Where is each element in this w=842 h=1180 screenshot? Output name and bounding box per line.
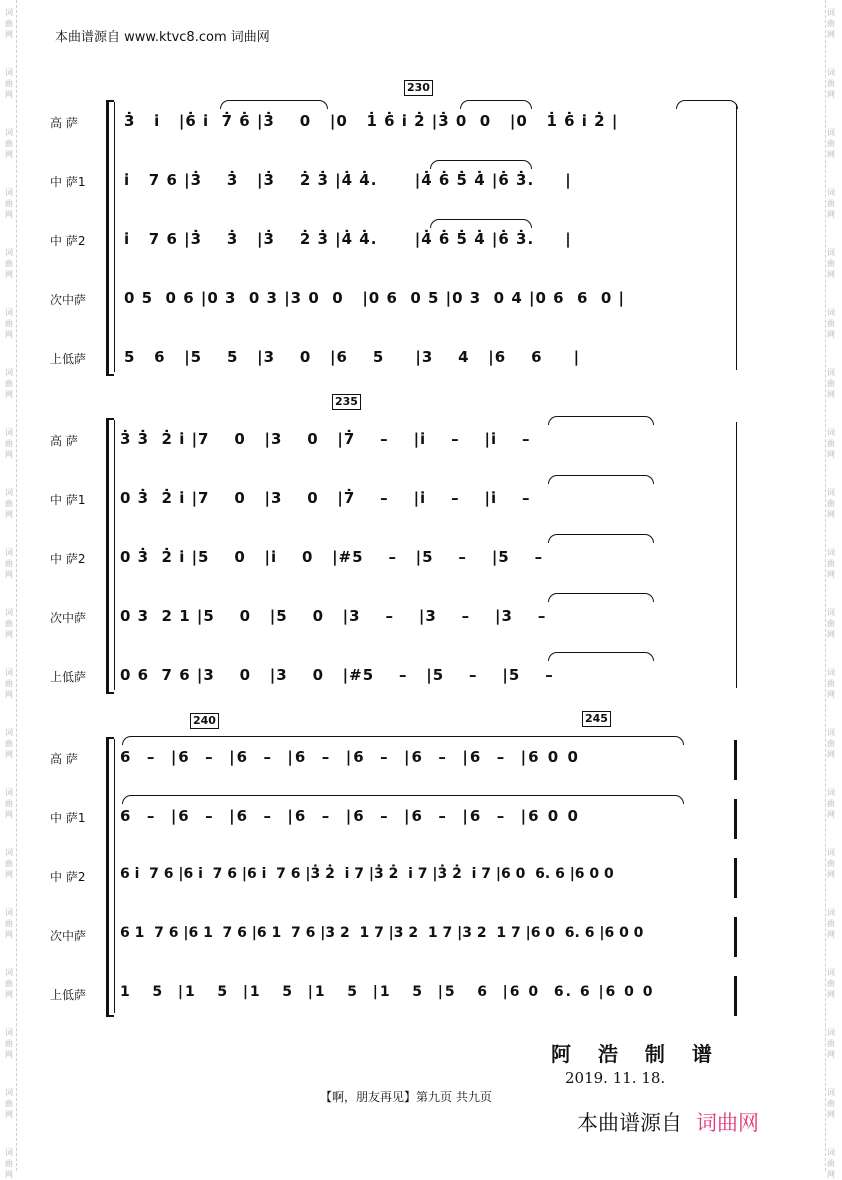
part-label: 中 萨2 — [50, 552, 86, 566]
slur — [548, 416, 654, 425]
system-bracket-line — [114, 102, 115, 372]
side-watermark-char: 曲 — [5, 379, 13, 388]
side-watermark-char: 词 — [5, 248, 13, 257]
side-watermark-char: 网 — [827, 390, 835, 399]
side-watermark-char: 网 — [5, 210, 13, 219]
side-watermark-char: 曲 — [827, 379, 835, 388]
part-label: 中 萨2 — [50, 870, 86, 884]
notation-row: 6 – |6 – |6 – |6 – |6 – |6 – |6 – |6 0 0 — [120, 807, 580, 825]
notation-row: 0 3̇ 2̇ i̇ |7 0 |3 0 |7̇ – |i̇ – |i̇ – — [120, 489, 531, 507]
side-watermark-char: 曲 — [5, 19, 13, 28]
side-watermark-char: 网 — [5, 390, 13, 399]
side-watermark-char: 网 — [827, 150, 835, 159]
notation-row: 6 – |6 – |6 – |6 – |6 – |6 – |6 – |6 0 0 — [120, 748, 580, 766]
side-watermark-char: 词 — [5, 1028, 13, 1037]
bottom-watermark — [577, 1107, 759, 1137]
side-watermark-char: 网 — [827, 750, 835, 759]
side-watermark-char: 词 — [827, 68, 835, 77]
notation-row: 0 3̇ 2̇ i̇ |5 0 |i 0 |#5 – |5 – |5 – — [120, 548, 544, 566]
part-label: 上低萨 — [50, 988, 87, 1002]
side-watermark-char: 词 — [827, 128, 835, 137]
side-watermark-char: 词 — [827, 1028, 835, 1037]
side-watermark-char: 词 — [827, 968, 835, 977]
side-watermark-char: 网 — [827, 90, 835, 99]
notation-row: 1 5 |1 5 |1 5 |1 5 |1 5 |5 6 |6 0 6. 6 |6 0 0 — [120, 984, 655, 1000]
side-watermark-char: 曲 — [827, 619, 835, 628]
side-watermark-char: 词 — [827, 1088, 835, 1097]
side-watermark-char: 曲 — [827, 319, 835, 328]
side-watermark-char: 词 — [827, 8, 835, 17]
side-watermark-char: 网 — [5, 450, 13, 459]
slur — [548, 475, 654, 484]
final-barline — [734, 858, 737, 898]
side-watermark-char: 词 — [5, 788, 13, 797]
barline — [736, 422, 737, 688]
side-watermark-char: 网 — [5, 150, 13, 159]
side-watermark-char: 曲 — [827, 79, 835, 88]
side-watermark-char: 词 — [827, 308, 835, 317]
side-watermark-char: 网 — [827, 270, 835, 279]
side-watermark-char: 曲 — [827, 199, 835, 208]
rehearsal-mark: 245 — [582, 711, 611, 727]
rehearsal-mark: 235 — [332, 394, 361, 410]
side-watermark-char: 曲 — [827, 1099, 835, 1108]
side-watermark-char: 词 — [827, 428, 835, 437]
side-watermark-char: 网 — [827, 450, 835, 459]
system-brace — [106, 737, 114, 1017]
side-watermark-char: 网 — [827, 210, 835, 219]
notation-row: i̇ 7 6 |3̇ 3̇ |3̇ 2̇ 3̇ |4̇ 4̇. |4̇ 6̇ 5̇ 4̇ |6̇ 3̇. | — [124, 171, 572, 189]
barline — [736, 104, 737, 370]
side-watermark-char: 网 — [5, 570, 13, 579]
part-label: 次中萨 — [50, 293, 87, 307]
side-watermark-char: 网 — [827, 570, 835, 579]
side-watermark-char: 网 — [827, 690, 835, 699]
arranger-credit: 阿 浩 制 谱 — [551, 1042, 722, 1066]
side-watermark-char: 网 — [827, 1170, 835, 1179]
side-watermark-char: 词 — [5, 68, 13, 77]
side-watermark-char: 曲 — [5, 79, 13, 88]
side-watermark-char: 词 — [827, 548, 835, 557]
side-watermark-char: 网 — [5, 510, 13, 519]
side-watermark-char: 网 — [5, 30, 13, 39]
tie-chain — [122, 795, 684, 804]
side-watermark-char: 网 — [5, 990, 13, 999]
part-label: 上低萨 — [50, 670, 87, 684]
notation-row: 3̇ i̇ |6̇ i̇ 7̇ 6̇ |3̇ 0 |0 1̇ 6̇ i̇ 2̇ |3̇ 0 0 |0 1̇ 6̇ i̇ 2̇ | — [124, 112, 619, 130]
slur — [676, 100, 738, 109]
side-watermark-char: 词 — [827, 608, 835, 617]
part-label: 中 萨1 — [50, 175, 86, 189]
notation-row: 3̇ 3̇ 2̇ i̇ |7 0 |3 0 |7̇ – |i̇ – |i̇ – — [120, 430, 531, 448]
side-watermark-char: 网 — [5, 750, 13, 759]
watermark-prefix: 本曲谱源自 — [577, 1111, 682, 1135]
side-watermark-char: 词 — [827, 848, 835, 857]
side-watermark-char: 网 — [827, 30, 835, 39]
side-watermark-char: 网 — [5, 630, 13, 639]
side-watermark-char: 网 — [827, 1050, 835, 1059]
side-watermark-char: 词 — [827, 788, 835, 797]
side-watermark-char: 曲 — [5, 679, 13, 688]
side-watermark-char: 网 — [827, 930, 835, 939]
top-watermark: 本曲谱源自 www.ktvc8.com 词曲网 — [55, 30, 270, 45]
side-watermark-char: 曲 — [827, 259, 835, 268]
side-watermark-char: 网 — [5, 870, 13, 879]
final-barline — [734, 740, 737, 780]
side-watermark-char: 词 — [5, 908, 13, 917]
side-watermark-char: 曲 — [5, 259, 13, 268]
side-watermark-char: 网 — [827, 510, 835, 519]
side-watermark-char: 词 — [5, 188, 13, 197]
slur — [430, 160, 532, 169]
notation-row: 5 6 |5 5 |3 0 |6 5 |3 4 |6 6 | — [124, 348, 581, 366]
side-watermark-char: 网 — [827, 1110, 835, 1119]
slur — [548, 534, 654, 543]
side-watermark-char: 曲 — [5, 619, 13, 628]
side-watermark-char: 词 — [5, 968, 13, 977]
system-bracket-line — [114, 420, 115, 690]
final-barline — [734, 799, 737, 839]
side-watermark-char: 网 — [5, 1110, 13, 1119]
side-watermark-char: 曲 — [827, 679, 835, 688]
watermark-site-link[interactable]: 词曲网 — [696, 1111, 759, 1135]
side-watermark-char: 曲 — [5, 1159, 13, 1168]
side-watermark-char: 网 — [827, 630, 835, 639]
notation-row: 0 6 7 6 |3 0 |3 0 |#5 – |5 – |5 – — [120, 666, 554, 684]
notation-row: 6 1 7 6 |6 1 7 6 |6 1 7 6 |3 2 1 7 |3 2 1 7 |3 2 1 7 |6 0 6. 6 |6 0 0 — [120, 925, 644, 941]
side-watermark-char: 曲 — [827, 1039, 835, 1048]
slur — [548, 652, 654, 661]
side-watermark-char: 曲 — [5, 799, 13, 808]
side-watermark-char: 词 — [827, 728, 835, 737]
side-watermark-char: 曲 — [827, 439, 835, 448]
side-watermark-char: 词 — [5, 8, 13, 17]
side-watermark-char: 曲 — [5, 979, 13, 988]
side-watermark-char: 网 — [5, 1050, 13, 1059]
side-watermark-char: 词 — [5, 848, 13, 857]
side-watermark-char: 词 — [5, 1088, 13, 1097]
side-watermark-char: 网 — [5, 1170, 13, 1179]
slur — [220, 100, 328, 109]
side-watermark-char: 词 — [5, 548, 13, 557]
side-watermark-char: 网 — [827, 330, 835, 339]
tie-chain — [122, 736, 684, 745]
side-watermark-char: 词 — [5, 728, 13, 737]
slur — [548, 593, 654, 602]
side-watermark-char: 网 — [5, 330, 13, 339]
part-label: 高 萨 — [50, 116, 78, 130]
final-barline — [734, 917, 737, 957]
part-label: 高 萨 — [50, 434, 78, 448]
side-watermark-char: 词 — [827, 368, 835, 377]
side-watermark-char: 曲 — [827, 559, 835, 568]
side-watermark-char: 曲 — [5, 199, 13, 208]
notation-row: 0 5 0 6 |0 3 0 3 |3 0 0 |0 6 0 5 |0 3 0 4 |0 6 6 0 | — [124, 289, 626, 307]
side-watermark-char: 曲 — [827, 799, 835, 808]
side-watermark-char: 词 — [5, 608, 13, 617]
side-watermark-char: 曲 — [5, 139, 13, 148]
side-watermark-char: 曲 — [5, 559, 13, 568]
side-watermark-char: 曲 — [827, 979, 835, 988]
slur — [430, 219, 532, 228]
final-barline — [734, 976, 737, 1016]
side-watermark-char: 词 — [5, 308, 13, 317]
rehearsal-mark: 230 — [404, 80, 433, 96]
slur — [460, 100, 532, 109]
side-watermark-char: 词 — [827, 668, 835, 677]
side-watermark-char: 网 — [827, 810, 835, 819]
side-watermark-char: 网 — [827, 990, 835, 999]
side-watermark-char: 词 — [5, 128, 13, 137]
side-watermark-char: 词 — [5, 668, 13, 677]
side-watermark-char: 网 — [5, 810, 13, 819]
side-watermark-char: 曲 — [827, 139, 835, 148]
side-watermark-char: 词 — [5, 488, 13, 497]
side-watermark-char: 曲 — [5, 439, 13, 448]
side-watermark-char: 曲 — [5, 319, 13, 328]
side-watermark-char: 曲 — [827, 919, 835, 928]
side-watermark-char: 词 — [5, 368, 13, 377]
side-watermark-char: 曲 — [827, 859, 835, 868]
side-watermark-char: 网 — [5, 90, 13, 99]
side-watermark-char: 曲 — [827, 1159, 835, 1168]
side-watermark-char: 曲 — [5, 739, 13, 748]
page-footer: 【啊，朋友再见】第九页 共九页 — [320, 1090, 492, 1104]
part-label: 中 萨2 — [50, 234, 86, 248]
system-brace — [106, 418, 114, 694]
side-watermark-char: 词 — [827, 188, 835, 197]
side-watermark-char: 曲 — [827, 739, 835, 748]
side-watermark-char: 曲 — [5, 919, 13, 928]
part-label: 上低萨 — [50, 352, 87, 366]
notation-row: 0 3 2 1 |5 0 |5 0 |3 – |3 – |3 – — [120, 607, 547, 625]
part-label: 次中萨 — [50, 929, 87, 943]
side-watermark-char: 网 — [5, 690, 13, 699]
part-label: 次中萨 — [50, 611, 87, 625]
part-label: 中 萨1 — [50, 811, 86, 825]
side-watermark-char: 词 — [827, 908, 835, 917]
side-watermark-char: 网 — [5, 930, 13, 939]
part-label: 高 萨 — [50, 752, 78, 766]
side-watermark-char: 曲 — [5, 1039, 13, 1048]
side-watermark-char: 曲 — [827, 499, 835, 508]
part-label: 中 萨1 — [50, 493, 86, 507]
side-watermark-char: 词 — [827, 1148, 835, 1157]
side-watermark-char: 曲 — [827, 19, 835, 28]
side-watermark-char: 词 — [827, 488, 835, 497]
side-watermark-char: 网 — [5, 270, 13, 279]
side-watermark-char: 曲 — [5, 859, 13, 868]
credit-date: 2019. 11. 18. — [565, 1069, 666, 1087]
notation-row: i̇ 7 6 |3̇ 3̇ |3̇ 2̇ 3̇ |4̇ 4̇. |4̇ 6̇ 5̇ 4̇ |6̇ 3̇. | — [124, 230, 572, 248]
system-brace — [106, 100, 114, 376]
side-watermark-char: 曲 — [5, 1099, 13, 1108]
rehearsal-mark: 240 — [190, 713, 219, 729]
notation-row: 6 i̇ 7 6 |6 i̇ 7 6 |6 i̇ 7 6 |3̇ 2̇ i̇ 7 |3̇ 2̇ i̇ 7 |3̇ 2̇ i̇ 7 |6 0 6. 6 |6 0 0 — [120, 866, 614, 882]
system-bracket-line — [114, 739, 115, 1013]
side-watermark-char: 词 — [5, 428, 13, 437]
side-watermark-char: 网 — [827, 870, 835, 879]
side-watermark-char: 曲 — [5, 499, 13, 508]
side-watermark-char: 词 — [5, 1148, 13, 1157]
side-watermark-char: 词 — [827, 248, 835, 257]
